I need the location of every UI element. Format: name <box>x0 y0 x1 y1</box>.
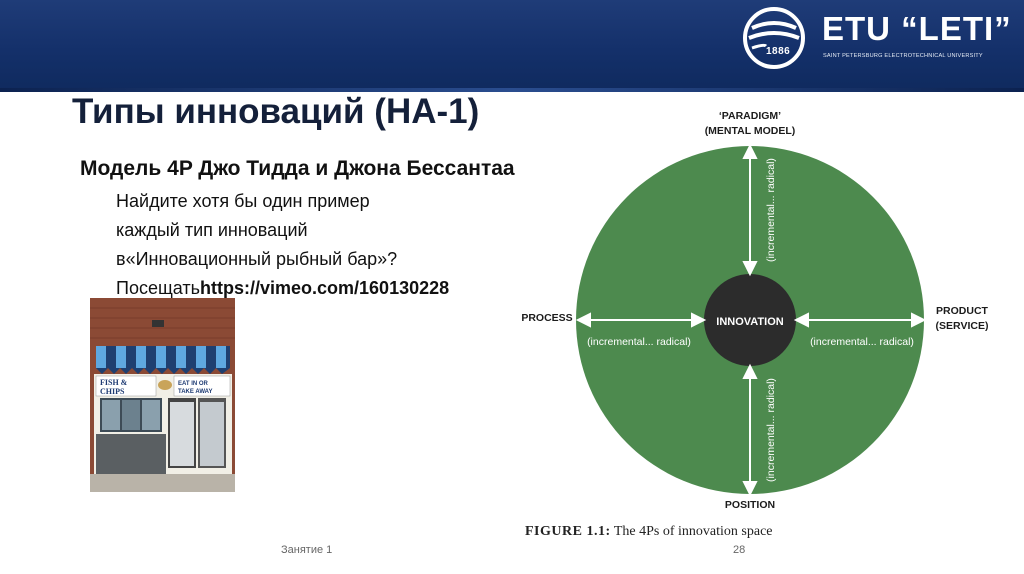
axis-text-top: (incremental... radical) <box>765 158 777 262</box>
sign-left-line2: CHIPS <box>100 387 125 396</box>
axis-text-left: (incremental... radical) <box>587 336 691 348</box>
visit-prefix: Посещать <box>116 278 201 298</box>
label-position: POSITION <box>724 499 776 511</box>
bullet-list <box>116 188 449 304</box>
bullet-item: каждый тип инноваций <box>116 220 308 240</box>
fish-bar-photo <box>90 298 235 492</box>
university-logo <box>742 6 1017 70</box>
header-banner <box>0 0 1024 92</box>
logo-year: 1886 <box>766 46 791 57</box>
figure-caption-label: FIGURE 1.1: <box>525 524 611 539</box>
label-product-line2: (SERVICE) <box>935 320 989 332</box>
center-label: INNOVATION <box>716 315 784 328</box>
globe-logo-icon <box>742 6 806 70</box>
label-process: PROCESS <box>521 312 573 324</box>
label-paradigm-line2: (MENTAL MODEL) <box>704 125 796 137</box>
sign-left-line1: FISH & <box>100 378 128 387</box>
slide-title: Типы инноваций (НА-1) <box>72 92 480 131</box>
logo-name: ETU “LETI” <box>822 10 1012 47</box>
axis-text-right: (incremental... radical) <box>810 336 914 348</box>
footer-lesson: Занятие 1 <box>281 544 333 556</box>
sign-right-line1: EAT IN OR <box>178 381 208 387</box>
bullet-item: в«Инновационный рыбный бар»? <box>116 249 398 269</box>
page-number: 28 <box>733 544 746 556</box>
logo-subtitle: SAINT PETERSBURG ELECTROTECHNICAL UNIVERSITY <box>823 53 983 59</box>
figure-caption-text: The 4Ps of innovation space <box>610 524 773 539</box>
vimeo-link[interactable]: https://vimeo.com/160130228 <box>200 278 450 298</box>
figure-caption <box>525 524 773 540</box>
slide-subtitle: Модель 4P Джо Тидда и Джона Бессантаа <box>80 157 515 180</box>
four-p-diagram <box>512 100 1012 540</box>
label-product-line1: PRODUCT <box>936 305 988 317</box>
axis-text-bottom: (incremental... radical) <box>765 378 777 482</box>
bullet-item: Найдите хотя бы один пример <box>116 191 370 211</box>
sign-right-line2: TAKE AWAY <box>178 389 213 395</box>
label-paradigm-line1: ‘PARADIGM’ <box>718 110 782 122</box>
